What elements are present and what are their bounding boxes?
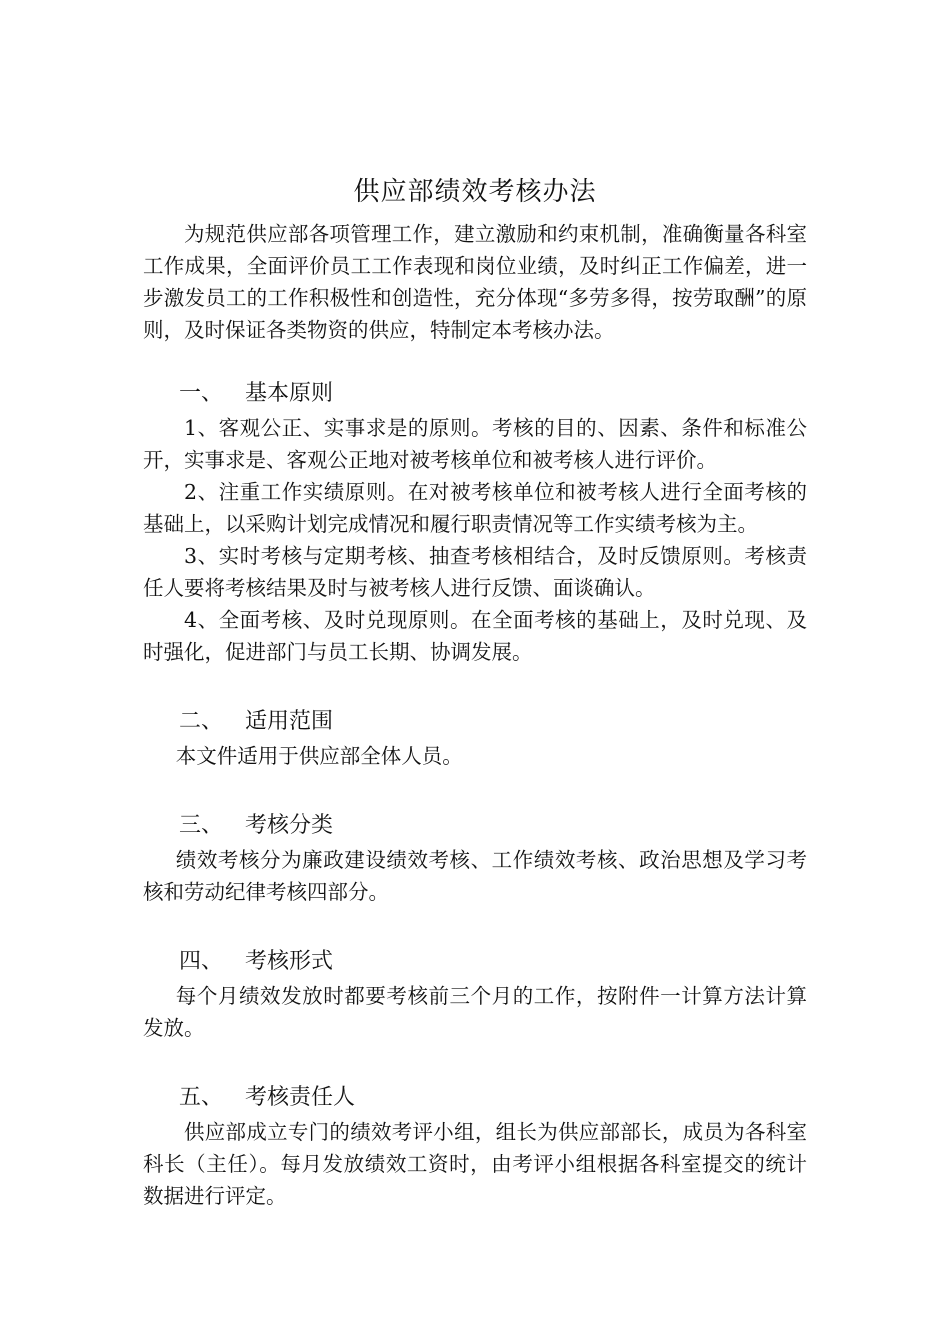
section-title: 考核形式 — [245, 949, 334, 974]
section-heading-2 — [143, 704, 807, 740]
section-paragraph: 3、实时考核与定期考核、抽查考核相结合，及时反馈原则。考核责任人要将考核结果及时与被考核人进行反馈、面谈确认。 — [143, 544, 807, 600]
section-number: 二、 — [179, 709, 224, 734]
section-title: 适用范围 — [245, 709, 334, 734]
document-page — [143, 172, 807, 1212]
section-paragraph: 绩效考核分为廉政建设绩效考核、工作绩效考核、政治思想及学习考核和劳动纪律考核四部分。 — [143, 848, 807, 904]
section-title: 考核责任人 — [245, 1085, 356, 1110]
section-heading-4 — [143, 944, 807, 980]
section-number: 一、 — [179, 381, 224, 406]
intro-paragraph: 为规范供应部各项管理工作，建立激励和约束机制，准确衡量各科室工作成果，全面评价员工工作表现和岗位业绩，及时纠正工作偏差，进一步激发员工的工作积极性和创造性，充分体现“多劳多得，按劳取酬”的原则，及时保证各类物资的供应，特制定本考核办法。 — [143, 222, 807, 342]
document-title: 供应部绩效考核办法 — [353, 177, 597, 207]
section-heading-1 — [143, 376, 807, 412]
section-paragraph: 每个月绩效发放时都要考核前三个月的工作，按附件一计算方法计算发放。 — [143, 984, 807, 1040]
section-heading-3 — [143, 808, 807, 844]
section-number: 三、 — [179, 813, 224, 838]
section-number: 四、 — [179, 949, 224, 974]
section-heading-5 — [143, 1080, 807, 1116]
section-paragraph: 4、全面考核、及时兑现原则。在全面考核的基础上，及时兑现、及时强化，促进部门与员工长期、协调发展。 — [143, 608, 807, 664]
section-paragraph: 2、注重工作实绩原则。在对被考核单位和被考核人进行全面考核的基础上，以采购计划完成情况和履行职责情况等工作实绩考核为主。 — [143, 480, 807, 536]
section-title: 基本原则 — [245, 381, 334, 406]
section-paragraph: 供应部成立专门的绩效考评小组，组长为供应部部长，成员为各科室科长（主任）。每月发放绩效工资时，由考评小组根据各科室提交的统计数据进行评定。 — [143, 1120, 807, 1208]
section-number: 五、 — [179, 1085, 224, 1110]
section-paragraph: 本文件适用于供应部全体人员。 — [175, 744, 463, 768]
section-title: 考核分类 — [245, 813, 334, 838]
section-paragraph: 1、客观公正、实事求是的原则。考核的目的、因素、条件和标准公开，实事求是、客观公正地对被考核单位和被考核人进行评价。 — [143, 416, 807, 472]
